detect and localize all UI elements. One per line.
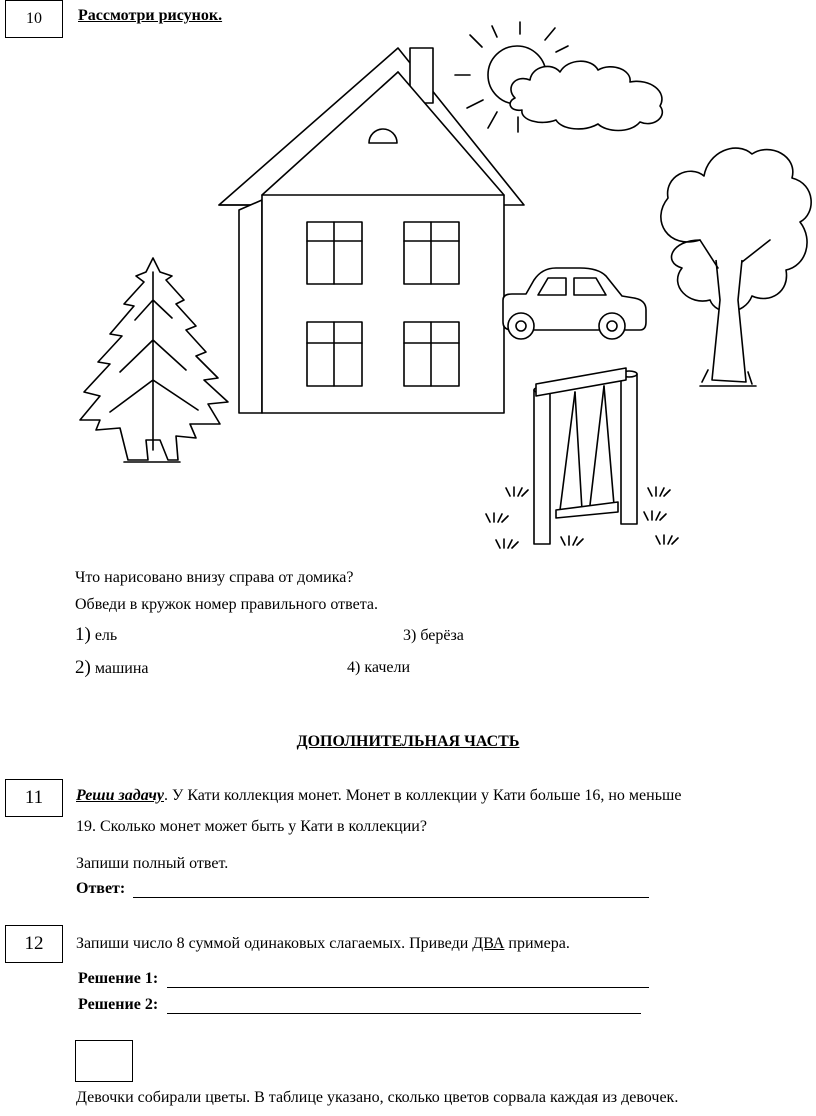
answer-label: Ответ: xyxy=(76,880,126,897)
solution-label: Решение 2: xyxy=(78,996,159,1013)
task-text: примера. xyxy=(504,935,570,952)
task-text-line xyxy=(76,787,681,805)
option-text: качели xyxy=(364,659,411,676)
task-number-box xyxy=(5,779,63,817)
task-number: 11 xyxy=(24,787,44,808)
task-text-line: Девочки собирали цветы. В таблице указано, сколько цветов сорвала каждая из девочек. xyxy=(76,1089,679,1106)
answer-option-2[interactable] xyxy=(75,657,149,679)
task-title: Рассмотри рисунок. xyxy=(78,7,223,24)
option-text: берёза xyxy=(420,627,464,644)
answer-option-4[interactable] xyxy=(347,659,410,677)
birch-tree-drawing xyxy=(661,148,811,386)
option-number: 2) xyxy=(75,657,91,678)
task-text: Запиши число 8 суммой одинаковых слагаемых. Приведи xyxy=(76,935,473,952)
question-text: Что нарисовано внизу справа от домика? xyxy=(75,569,354,586)
section-title: ДОПОЛНИТЕЛЬНАЯ ЧАСТЬ xyxy=(296,733,520,750)
task-number: 12 xyxy=(24,933,44,954)
task-text-line xyxy=(76,935,570,953)
instruction-text: Обведи в кружок номер правильного ответа. xyxy=(75,596,378,613)
answer-line[interactable] xyxy=(133,897,649,898)
option-number: 4) xyxy=(347,659,361,676)
task-lead: Реши задачу xyxy=(76,787,164,804)
fir-tree-drawing xyxy=(80,258,228,462)
cloud-icon xyxy=(510,61,662,130)
option-text: ель xyxy=(94,627,118,644)
grass-drawing xyxy=(486,487,678,548)
task-number-box xyxy=(75,1040,133,1082)
task-text-line: 19. Сколько монет может быть у Кати в коллекции? xyxy=(76,818,427,835)
task-text-emphasis: ДВА xyxy=(472,935,505,952)
task-number-box xyxy=(5,925,63,963)
task-text: . У Кати коллекция монет. Монет в коллекции у Кати больше 16, но меньше xyxy=(164,787,682,804)
solution-line[interactable] xyxy=(167,1013,641,1014)
solution-label: Решение 1: xyxy=(78,970,159,987)
car-drawing xyxy=(503,268,646,339)
solution-line[interactable] xyxy=(167,987,649,988)
option-number: 3) xyxy=(403,627,417,644)
option-text: машина xyxy=(94,660,149,677)
option-number: 1) xyxy=(75,624,91,645)
swing-drawing xyxy=(534,368,637,544)
instruction-text: Запиши полный ответ. xyxy=(76,855,229,872)
answer-option-1[interactable] xyxy=(75,624,117,646)
answer-option-3[interactable] xyxy=(403,627,464,645)
task-number: 10 xyxy=(26,10,42,27)
